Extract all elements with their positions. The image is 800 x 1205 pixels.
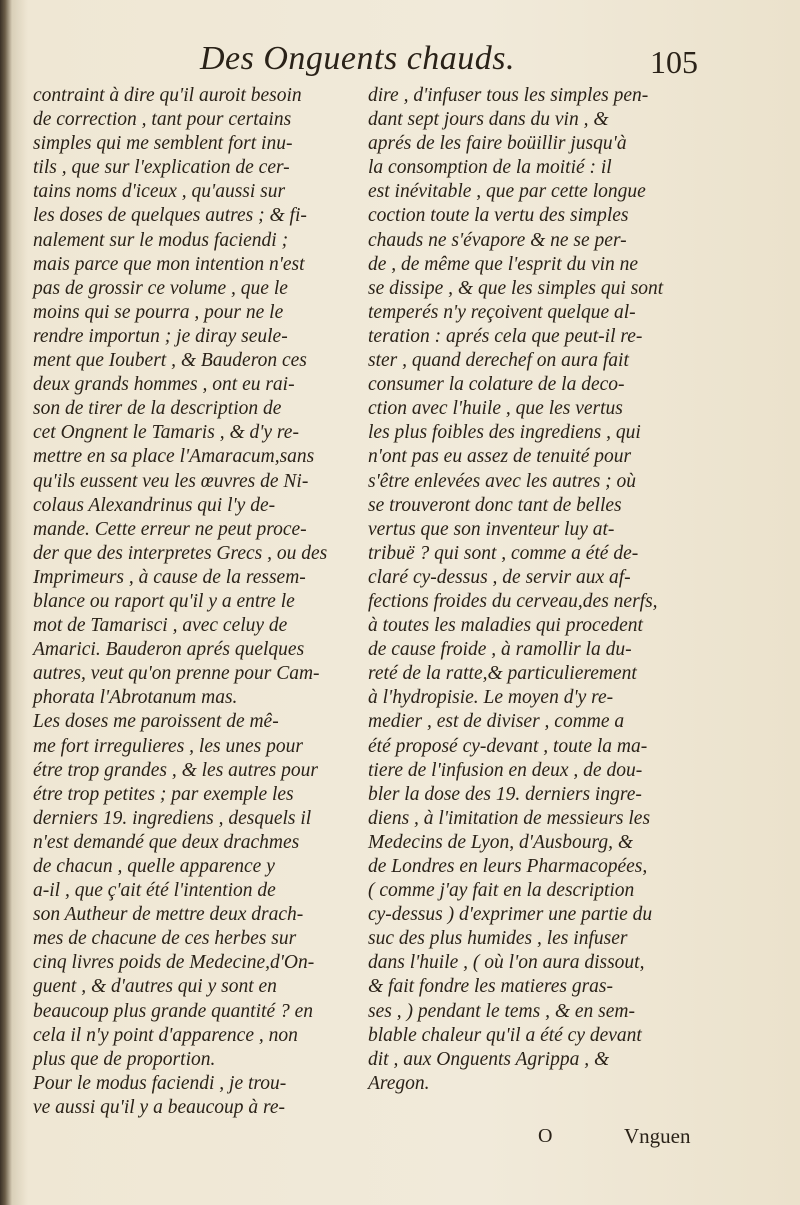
text-line: été proposé cy-devant , toute la ma- (368, 735, 648, 757)
text-line: plus que de proportion. (33, 1048, 216, 1070)
text-line: tains noms d'iceux , qu'aussi sur (33, 181, 286, 203)
text-line: n'est demandé que deux drachmes (33, 831, 300, 853)
running-title: Des Onguents chauds. (200, 40, 516, 77)
text-line: me fort irregulieres , les unes pour (33, 735, 303, 757)
text-line: colaus Alexandrinus qui l'y de- (33, 494, 276, 516)
text-line: les plus foibles des ingrediens , qui (368, 422, 641, 444)
text-line: cy-dessus ) d'exprimer une partie du (368, 904, 653, 926)
text-line: la consomption de la moitié : il (368, 157, 612, 179)
text-line: suc des plus humides , les infuser (368, 928, 628, 950)
text-line: temperés n'y reçoivent quelque al- (368, 301, 636, 323)
text-line: se trouveront donc tant de belles (368, 494, 622, 516)
text-line: mande. Cette erreur ne peut proce- (33, 518, 307, 540)
text-line: fections froides du cerveau,des nerfs, (368, 590, 658, 612)
text-line: tribuë ? qui sont , comme a été de- (368, 542, 639, 564)
text-line: à l'hydropisie. Le moyen d'y re- (368, 687, 614, 709)
text-line: a-il , que ç'ait été l'intention de (33, 880, 276, 902)
text-line: blable chaleur qu'il a été cy devant (368, 1024, 642, 1046)
text-line: chauds ne s'évapore & ne se per- (368, 229, 627, 251)
text-line: est inévitable , que par cette longue (368, 181, 646, 203)
text-line: autres, veut qu'on prenne pour Cam- (33, 663, 320, 685)
text-line: guent , & d'autres qui y sont en (33, 976, 277, 998)
text-line: diens , à l'imitation de messieurs les (368, 807, 651, 829)
text-line: deux grands hommes , ont eu rai- (33, 374, 295, 396)
page-number: 105 (650, 44, 698, 80)
text-line: mais parce que mon intention n'est (33, 253, 305, 275)
text-line: bler la dose des 19. derniers ingre- (368, 783, 642, 805)
text-line: Amarici. Bauderon aprés quelques (33, 639, 305, 661)
text-line: contraint à dire qu'il auroit besoin (33, 85, 302, 106)
text-line: reté de la ratte,& particulierement (368, 663, 637, 685)
catchword: Vnguen (624, 1124, 691, 1148)
text-line: medier , est de diviser , comme a (368, 711, 625, 733)
text-line: mot de Tamarisci , avec celuy de (33, 615, 288, 637)
text-line: ment que Ioubert , & Bauderon ces (33, 350, 307, 372)
text-line: son de tirer de la description de (33, 398, 282, 420)
text-line: de cause froide , à ramollir la du- (368, 639, 632, 661)
text-line: & fait fondre les matieres gras- (368, 976, 613, 998)
text-line: mes de chacune de ces herbes sur (33, 928, 297, 950)
text-line: de Londres en leurs Pharmacopées, (368, 856, 648, 877)
text-line: simples qui me semblent fort inu- (33, 133, 293, 155)
text-line: dit , aux Onguents Agrippa , & (368, 1048, 610, 1070)
text-line: étre trop grandes , & les autres pour (33, 759, 318, 781)
text-line: ses , ) pendant le tems , & en sem- (368, 1000, 635, 1022)
right-text-column (368, 84, 696, 1096)
text-line: n'ont pas eu assez de tenuité pour (368, 446, 632, 468)
text-line: étre trop petites ; par exemple les (33, 783, 294, 805)
text-line: Aregon. (368, 1072, 430, 1094)
text-line: mettre en sa place l'Amaracum,sans (33, 446, 315, 468)
text-line: tiere de l'infusion en deux , de dou- (368, 759, 643, 781)
text-line: dans l'huile , ( où l'on aura dissout, (368, 952, 645, 974)
text-line: dire , d'infuser tous les simples pen- (368, 85, 649, 106)
text-line: ction avec l'huile , que les vertus (368, 398, 623, 420)
text-line: Medecins de Lyon, d'Ausbourg, & (368, 831, 633, 853)
text-line: vertus que son inventeur luy at- (368, 518, 615, 540)
text-line: cinq livres poids de Medecine,d'On- (33, 952, 315, 974)
text-line: derniers 19. ingrediens , desquels il (33, 807, 312, 829)
text-line: teration : aprés cela que peut-il re- (368, 325, 643, 347)
text-line: de correction , tant pour certains (33, 109, 292, 131)
text-line: coction toute la vertu des simples (368, 205, 629, 227)
text-line: ve aussi qu'il y a beaucoup à re- (33, 1096, 286, 1118)
text-line: dant sept jours dans du vin , & (368, 109, 609, 131)
text-line: qu'ils eussent veu les œuvres de Ni- (33, 470, 309, 492)
text-line: rendre importun ; je diray seule- (33, 325, 288, 347)
text-line: son Autheur de mettre deux drach- (33, 904, 304, 926)
text-line: Imprimeurs , à cause de la ressem- (33, 566, 306, 588)
left-text-column (33, 84, 351, 1120)
text-line: blance ou raport qu'il y a entre le (33, 590, 295, 612)
signature-mark: O (538, 1125, 553, 1147)
text-line: cela il n'y point d'apparence , non (33, 1024, 298, 1046)
text-line: Pour le modus faciendi , je trou- (33, 1072, 287, 1094)
text-line: Les doses me paroissent de mê- (33, 711, 279, 733)
text-line: à toutes les maladies qui procedent (368, 615, 643, 637)
text-line: claré cy-dessus , de servir aux af- (368, 566, 631, 588)
text-line: moins qui se pourra , pour ne le (33, 301, 284, 323)
text-line: consumer la colature de la deco- (368, 374, 625, 396)
text-line: cet Ongnent le Tamaris , & d'y re- (33, 422, 299, 444)
text-line: pas de grossir ce volume , que le (33, 277, 288, 299)
text-line: nalement sur le modus faciendi ; (33, 229, 289, 251)
text-line: s'être enlevées avec les autres ; où (368, 470, 637, 492)
text-line: de chacun , quelle apparence y (33, 856, 275, 877)
text-line: beaucoup plus grande quantité ? en (33, 1000, 313, 1022)
text-line: der que des interpretes Grecs , ou des (33, 542, 328, 564)
text-line: tils , que sur l'explication de cer- (33, 157, 290, 179)
text-line: de , de même que l'esprit du vin ne (368, 253, 639, 275)
text-line: les doses de quelques autres ; & fi- (33, 205, 307, 227)
text-line: ( comme j'ay fait en la description (368, 880, 635, 902)
text-line: ster , quand derechef on aura fait (368, 350, 629, 372)
text-line: se dissipe , & que les simples qui sont (368, 277, 664, 299)
text-line: phorata l'Abrotanum mas. (33, 687, 238, 709)
text-line: aprés de les faire boüillir jusqu'à (368, 133, 627, 155)
